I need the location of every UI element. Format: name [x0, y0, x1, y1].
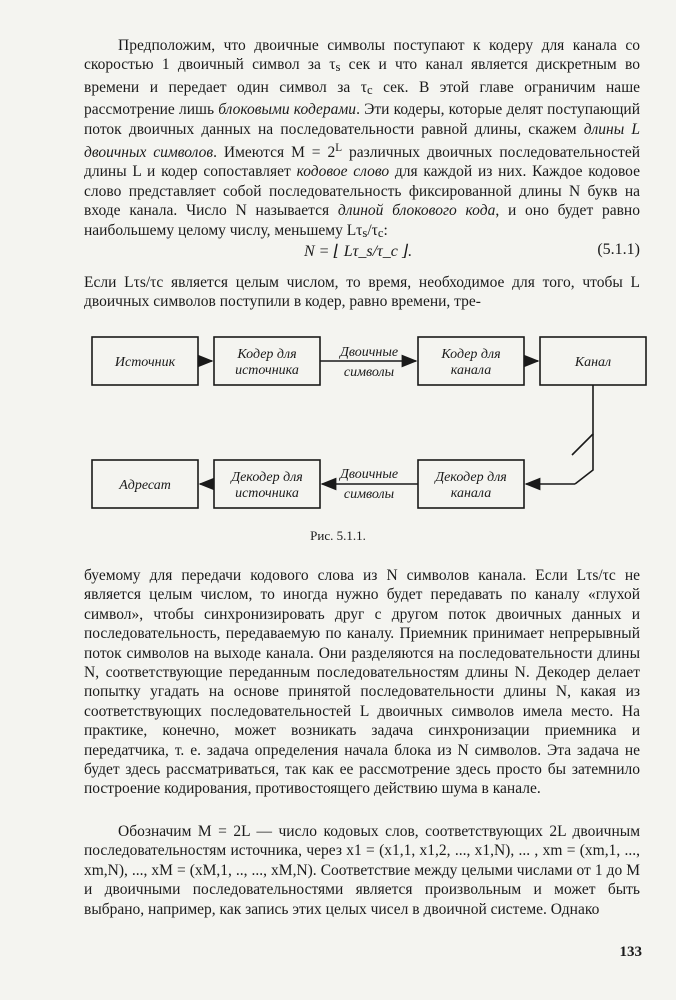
paragraph-time: Если Lτs/τc является целым числом, то время, необходимое для того, чтобы L двоичных символов поступили в кодер, равно времени, тре- [84, 274, 640, 311]
label-channel-coder-2: канала [450, 363, 492, 378]
label-channel-coder-1: Кодер для [441, 347, 501, 362]
paragraph-intro: Предположим, что двоичные символы поступают к кодеру для канала со скоростью 1 двоичный символ за τs сек и что канал является дискретным во времени и передает один символ за τc сек. В этой главе ограничим наше рассмотрение лишь блоковыми кодерами. Эти кодеры, которые делят поступающий поток двоичных данных на последовательности равной длины, скажем длины L двоичных символов. Имеются $M = 2^L$ различных двоичных последовательностей длины L и кодер сопоставляет кодовое слово для каждой из них. Каждое кодовое слово представляет собой последовательность фиксированной длины N букв на входе канала. Число N называется длиной блокового кода, и оно будет равно наибольшему целому числу, меньшему Lτs/τc: [84, 37, 641, 240]
label-source-coder-1: Кодер для [237, 347, 297, 362]
paragraph-codewords: Обозначим M = 2L — число кодовых слов, соответствующих 2L двоичным последовательностям источника, через x1 = (x1,1, x1,2, ..., x1,N), ... , xm = (xm,1, ..., xm,N), ..., xM = (xM,1, .., ..., xM,N). Соответствие между целыми числами от 1 до M и двоичными последовательностями является произвольным и может быть выбрано, например, как запись этих целых чисел в двоичной системе. Однако [84, 823, 640, 918]
label-source-decoder-2: источника [235, 486, 299, 501]
figure-caption: Рис. 5.1.1. [310, 528, 366, 543]
label-channel: Канал [574, 355, 612, 370]
label-channel-decoder-2: канала [450, 486, 492, 501]
equation-body: N = ⌊ Lτ_s/τ_c ⌋. [304, 243, 413, 260]
label-binary2-1: Двоичные [339, 467, 399, 482]
label-binary2-2: символы [343, 487, 395, 502]
equation-number: (5.1.1) [597, 241, 640, 258]
label-binary-2: символы [343, 365, 395, 380]
label-source: Источник [114, 355, 176, 370]
page-number: 133 [619, 944, 642, 960]
label-source-coder-2: источника [235, 363, 299, 378]
label-source-decoder-1: Декодер для [231, 470, 303, 485]
paragraph-decoding: буемому для передачи кодового слова из N символов канала. Если Lτs/τc не является целым числом, то иногда нужно будет передавать по каналу «глухой символ», чтобы синхронизировать друг с другом поток двоичных данных и последовательность, передаваемую по каналу. Приемник принимает непрерывный поток символов на выходе канала. Они разделяются на последовательности длины N, соответствующие переданным последовательностям длины N. Декодер делает попытку угадать на основе принятой последовательности длины N, какая из соответствующих последовательностей L двоичных символов имела место. На практике, конечно, может возникать задача синхронизации приемника и передатчика, т. е. задача определения начала блока из N символов. Эта задача не будет здесь рассматриваться, так как ее рассмотрение здесь просто бы затемнило построение кодирования, противостоящего действию шума в канале. [84, 567, 640, 798]
label-addressee: Адресат [119, 478, 171, 493]
label-channel-decoder-1: Декодер для [435, 470, 507, 485]
label-binary-1: Двоичные [339, 345, 399, 360]
